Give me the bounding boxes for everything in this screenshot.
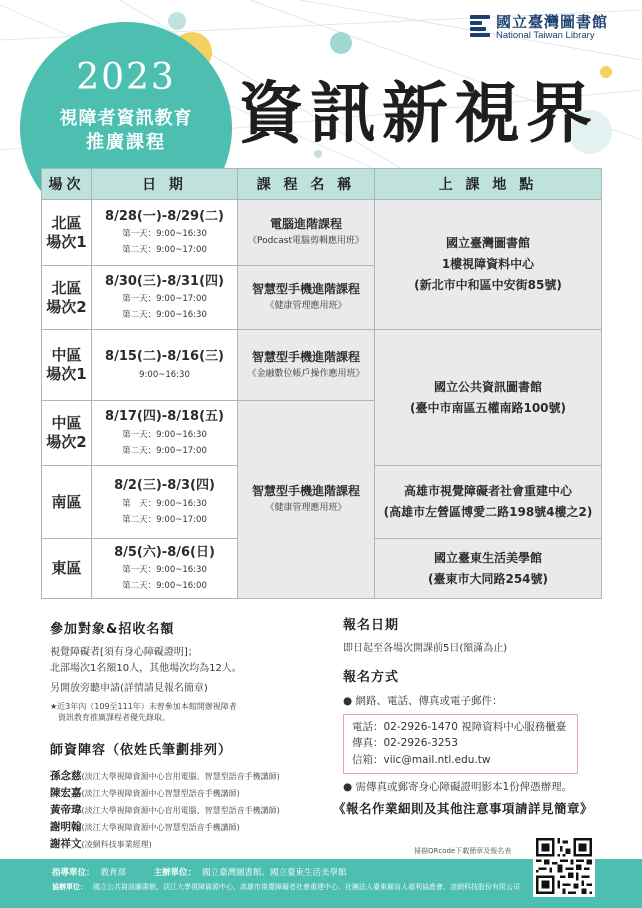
qr-code[interactable] [533, 835, 595, 897]
contact-phone: 電話：02-2926-1470 視障資料中心服務櫃臺 [352, 720, 567, 733]
date-cell: 8/2(三)-8/3(四) 第 天：9:00~16:30 第二天：9:00~17:00 [92, 466, 238, 539]
date-cell: 8/15(二)-8/16(三) 9:00~16:30 [92, 330, 238, 401]
teacher-item: 謝明翰(淡江大學視障資源中心智慧型語音手機講師) [50, 820, 240, 833]
contact-box [343, 714, 578, 774]
eligibility-section [50, 620, 320, 723]
host-value: 國立臺灣圖書館、國立臺東生活美學館 [201, 868, 347, 878]
session-cell: 東區 [42, 539, 92, 599]
signup-date-text: 即日起至各場次開課前5日(額滿為止) [343, 642, 508, 654]
course-cell: 智慧型手機進階課程 《健康管理應用班》 [238, 401, 375, 599]
header-session: 場次 [42, 169, 92, 200]
eligibility-note1: ★近3年內（109至111年）未曾參加本館開辦視障者 [50, 701, 237, 711]
location-cell: 高雄市視覺障礙者社會重建中心 (高雄市左營區博愛二路198號4樓之2) [375, 466, 602, 539]
header-course: 課 程 名 稱 [238, 169, 375, 200]
guide-value: 教育部 [100, 868, 127, 878]
eligibility-line2: 北部場次1名額10人，其他場次均為12人。 [50, 662, 242, 674]
signup-method-title: 報名方式 [343, 670, 400, 685]
qr-note: 掃描QRcode下載簡章及報名表 [414, 847, 512, 855]
date-cell: 8/30(三)-8/31(四) 第一天：9:00~17:00 第二天：9:00~16:30 [92, 266, 238, 330]
session-cell: 中區 場次2 [42, 401, 92, 466]
course-cell: 智慧型手機進階課程 《金融數位帳戶操作應用班》 [238, 330, 375, 401]
schedule-table [41, 168, 602, 599]
location-cell: 國立公共資訊圖書館 (臺中市南區五權南路100號) [375, 330, 602, 466]
signup-method-bullet1: ● 網路、電話、傳真或電子郵件： [343, 694, 503, 707]
eligibility-title: 參加對象&招收名額 [50, 622, 175, 637]
teacher-item: 陳宏嘉(淡江大學視障資源中心智慧型語音手機講師) [50, 786, 240, 799]
eligibility-line3: 另開放旁聽申請(詳情請見報名簡章) [50, 682, 208, 694]
session-cell: 北區 場次1 [42, 200, 92, 266]
deco-circle-teal-right [330, 32, 352, 54]
qr-code-icon [536, 838, 592, 894]
contact-fax: 傳真：02-2926-3253 [352, 737, 458, 750]
signup-method-section [343, 668, 613, 796]
table-header-row [42, 169, 602, 200]
contact-email[interactable]: 信箱：viic@mail.ntl.edu.tw [352, 754, 491, 767]
teacher-item: 謝祥文(凌網科技事業經理) [50, 837, 152, 850]
host-label: 主辦單位： [153, 868, 196, 878]
guide-label: 指導單位： [52, 868, 95, 878]
eligibility-line1: 視覺障礙者[須有身心障礙證明]； [50, 646, 198, 658]
date-cell: 8/28(一)-8/29(二) 第一天：9:00~16:30 第二天：9:00~17:00 [92, 200, 238, 266]
signup-date-title: 報名日期 [343, 618, 400, 633]
teacher-item: 孫念慈(淡江大學視障資源中心盲用電腦、智慧型語音手機講師) [50, 769, 280, 782]
date-cell: 8/5(六)-8/6(日) 第一天：9:00~16:30 第二天：9:00~16:00 [92, 539, 238, 599]
teachers-section [50, 741, 330, 853]
library-logo-icon [470, 15, 490, 39]
library-logo [470, 14, 608, 41]
page-title: 資訊新視界 [238, 74, 598, 152]
header-location: 上 課 地 點 [375, 169, 602, 200]
date-cell: 8/17(四)-8/18(五) 第一天：9:00~16:30 第二天：9:00~17:00 [92, 401, 238, 466]
course-cell: 智慧型手機進階課程 《健康管理應用班》 [238, 266, 375, 330]
table-row [42, 200, 602, 266]
logo-name-en: National Taiwan Library [496, 29, 595, 41]
teachers-title: 師資陣容（依姓氏筆劃排列） [50, 743, 233, 758]
table-row [42, 330, 602, 401]
footer-co-organizers [52, 882, 522, 892]
badge-line2: 推廣課程 [86, 132, 166, 153]
session-cell: 中區 場次1 [42, 330, 92, 401]
co-value: 國立公共資訊圖書館、淡江大學視障資源中心、高雄市視覺障礙者社會重建中心、社團法人臺東縣盲人福利協進會、凌網科技股份有限公司 [93, 883, 520, 891]
footer-organizers [52, 866, 346, 878]
location-cell: 國立臺東生活美學館 (臺東市大同路254號) [375, 539, 602, 599]
eligibility-note2: 資訊教育推廣課程者優先錄取。 [58, 712, 170, 722]
brochure-notice: 《報名作業細則及其他注意事項請詳見簡章》 [333, 801, 594, 816]
signup-method-bullet2: ● 需傳真或郵寄身心障礙證明影本1份俾憑辦理。 [343, 780, 573, 793]
co-label: 協辦單位： [52, 883, 87, 891]
session-cell: 南區 [42, 466, 92, 539]
teacher-item: 黃帝瑋(淡江大學視障資源中心盲用電腦、智慧型語音手機講師) [50, 803, 280, 816]
deco-circle-teal-small [168, 12, 186, 30]
badge-line1: 視障者資訊教育 [59, 108, 193, 129]
header-date: 日 期 [92, 169, 238, 200]
logo-name-zh: 國立臺灣圖書館 [496, 13, 609, 31]
session-cell: 北區 場次2 [42, 266, 92, 330]
course-cell: 電腦進階課程 《Podcast電腦剪輯應用班》 [238, 200, 375, 266]
deco-circle-yellow-right [600, 66, 612, 78]
location-cell: 國立臺灣圖書館 1樓視障資料中心 (新北市中和區中安街85號) [375, 200, 602, 330]
signup-date-section [343, 616, 603, 657]
badge-year: 2023 [76, 57, 176, 98]
